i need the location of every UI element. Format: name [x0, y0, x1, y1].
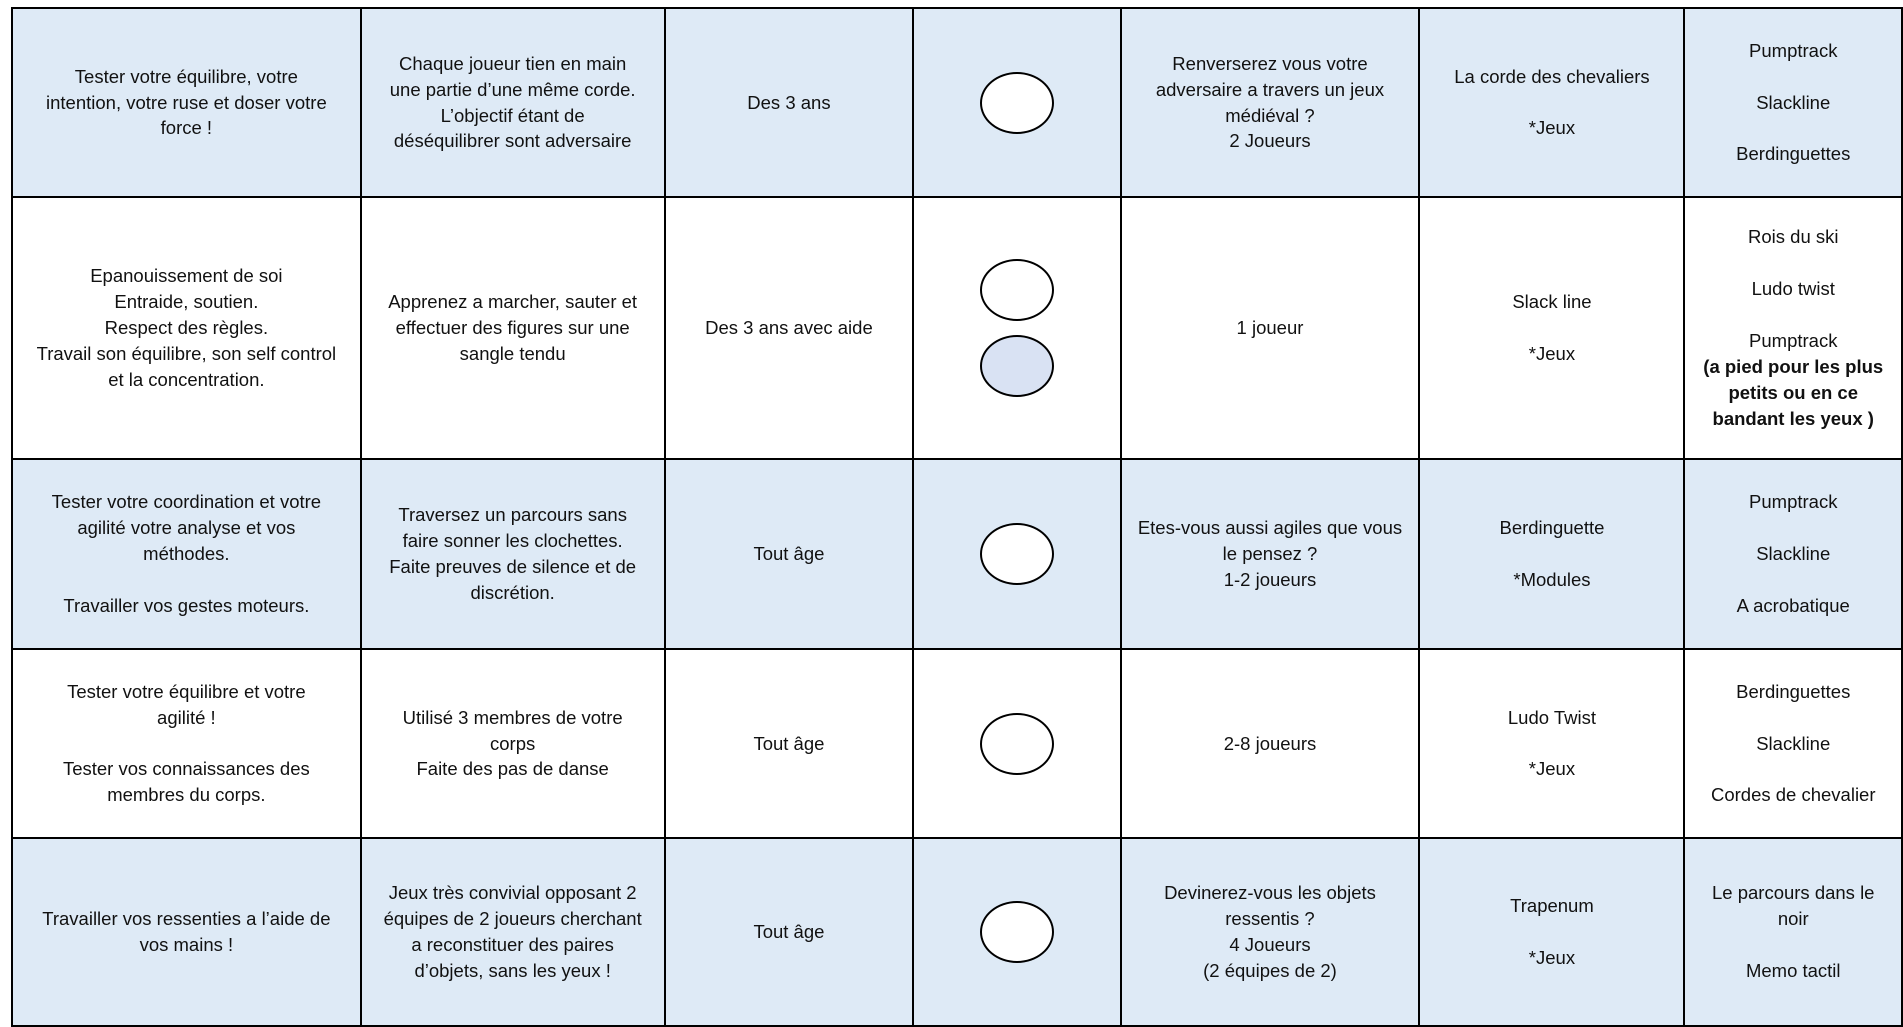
- goals-line: Entraide, soutien.: [114, 291, 259, 313]
- description-line: Chaque joueur tien en main: [399, 52, 627, 74]
- activity-cell: [1419, 459, 1684, 649]
- related-activities-cell: [1684, 649, 1902, 838]
- related-activity-line: Le parcours dans le: [1711, 882, 1875, 904]
- description-line: sangle tendu: [459, 342, 566, 364]
- activity-line: [1430, 315, 1673, 341]
- goals-line: Epanouissement de soi: [90, 265, 283, 287]
- related-activity-line: noir: [1777, 908, 1809, 930]
- goals-line: [23, 731, 350, 757]
- related-activities-cell: [1684, 459, 1902, 649]
- related-activity-line: [1695, 115, 1891, 141]
- related-activity-line: petits ou en ce: [1728, 381, 1858, 403]
- related-activity-line: Cordes de chevalier: [1710, 784, 1876, 806]
- description-line: une partie d’une même corde.: [389, 78, 636, 100]
- activity-line: Ludo Twist: [1507, 706, 1596, 728]
- related-activity-line: (a pied pour les plus: [1703, 355, 1884, 377]
- age-cell: [665, 197, 914, 459]
- goals-line: et la concentration.: [108, 368, 265, 390]
- challenge-line: ressentis ?: [1225, 908, 1315, 930]
- description-line: Faite preuves de silence et de: [389, 556, 637, 577]
- challenge-line: Renverserez vous votre: [1172, 52, 1368, 74]
- challenge-cell: [1121, 8, 1420, 197]
- goals-cell: [12, 197, 361, 459]
- age-cell: [665, 649, 914, 838]
- age-cell: [665, 459, 914, 649]
- related-activity-line: Slackline: [1756, 543, 1831, 565]
- description-line: déséquilibrer sont adversaire: [393, 130, 632, 152]
- age-line: Des 3 ans avec aide: [705, 317, 873, 339]
- activity-cell: [1419, 838, 1684, 1026]
- description-line: discrétion.: [470, 581, 555, 603]
- goals-line: [23, 567, 350, 593]
- related-activity-line: A acrobatique: [1736, 594, 1850, 616]
- activity-cell: [1419, 649, 1684, 838]
- related-activity-line: Slackline: [1756, 732, 1831, 754]
- empty-circle[interactable]: [980, 901, 1054, 963]
- goals-line: agilité votre analyse et vos: [77, 517, 296, 539]
- challenge-line: Etes-vous aussi agiles que vous: [1137, 517, 1403, 539]
- activity-line: [1430, 731, 1673, 757]
- activity-line: *Modules: [1513, 568, 1591, 590]
- description-line: Faite des pas de danse: [416, 758, 609, 780]
- goals-line: agilité !: [157, 706, 216, 728]
- empty-circle[interactable]: [980, 523, 1054, 585]
- description-line: effectuer des figures sur une: [395, 317, 630, 339]
- goals-line: Tester vos connaissances des: [62, 758, 310, 780]
- challenge-line: 4 Joueurs: [1229, 934, 1311, 955]
- age-line: Des 3 ans: [747, 91, 831, 113]
- table-row: [12, 649, 1902, 838]
- related-activity-line: [1695, 302, 1891, 328]
- table-row: [12, 197, 1902, 459]
- description-cell: [361, 649, 665, 838]
- table-body: [12, 8, 1902, 1026]
- challenge-cell: [1121, 197, 1420, 459]
- checkbox-cell: [913, 8, 1120, 197]
- empty-circle[interactable]: [980, 713, 1054, 775]
- activity-cell: [1419, 197, 1684, 459]
- related-activity-line: Slackline: [1756, 91, 1831, 113]
- goals-line: Travailler vos gestes moteurs.: [63, 594, 310, 616]
- description-line: a reconstituer des paires: [411, 934, 614, 955]
- goals-line: force !: [160, 117, 213, 139]
- activity-line: [1430, 919, 1673, 945]
- checkbox-cell: [913, 649, 1120, 838]
- activity-line: Trapenum: [1510, 895, 1594, 917]
- goals-line: Travail son équilibre, son self control: [36, 342, 337, 364]
- goals-line: méthodes.: [143, 543, 230, 565]
- checkbox-cell: [913, 459, 1120, 649]
- challenge-line: 1 joueur: [1236, 317, 1304, 339]
- activities-table: [11, 7, 1903, 1027]
- related-activity-line: [1695, 64, 1891, 90]
- goals-line: Respect des règles.: [104, 317, 269, 339]
- activity-line: La corde des chevaliers: [1454, 65, 1650, 87]
- goals-line: Tester votre équilibre et votre: [67, 680, 306, 702]
- description-line: d’objets, sans les yeux !: [414, 959, 611, 981]
- related-activity-line: Ludo twist: [1751, 278, 1835, 300]
- description-line: équipes de 2 joueurs cherchant: [383, 908, 642, 930]
- table-row: [12, 8, 1902, 197]
- goals-line: membres du corps.: [107, 784, 266, 806]
- related-activity-line: Rois du ski: [1748, 226, 1839, 248]
- related-activity-line: Pumptrack: [1749, 39, 1838, 61]
- description-cell: [361, 8, 665, 197]
- checked-circle[interactable]: [980, 335, 1054, 397]
- activity-line: Slack line: [1512, 291, 1592, 313]
- age-line: Tout âge: [753, 921, 825, 943]
- description-cell: [361, 838, 665, 1026]
- challenge-line: médiéval ?: [1225, 104, 1315, 126]
- related-activity-line: Berdinguettes: [1736, 143, 1851, 165]
- goals-line: Tester votre équilibre, votre: [74, 65, 298, 87]
- related-activity-line: Berdinguettes: [1736, 680, 1851, 702]
- challenge-line: 2 Joueurs: [1229, 130, 1311, 152]
- related-activities-cell: [1684, 8, 1902, 197]
- activity-line: *Jeux: [1528, 342, 1576, 364]
- description-line: corps: [490, 732, 536, 754]
- challenge-cell: [1121, 838, 1420, 1026]
- checkbox-cell: [913, 838, 1120, 1026]
- activity-line: *Jeux: [1528, 946, 1576, 968]
- table-row: [12, 838, 1902, 1026]
- related-activities-cell: [1684, 838, 1902, 1026]
- age-line: Tout âge: [753, 543, 825, 565]
- activity-line: *Jeux: [1528, 758, 1576, 780]
- activity-line: *Jeux: [1528, 117, 1576, 139]
- goals-line: intention, votre ruse et doser votre: [46, 91, 327, 113]
- challenge-cell: [1121, 459, 1420, 649]
- challenge-line: (2 équipes de 2): [1203, 959, 1337, 981]
- empty-circle[interactable]: [980, 259, 1054, 321]
- related-activity-line: Pumptrack: [1749, 491, 1838, 513]
- description-cell: [361, 197, 665, 459]
- description-line: Apprenez a marcher, sauter et: [388, 291, 638, 313]
- related-activity-line: [1695, 567, 1891, 593]
- goals-line: vos mains !: [139, 934, 234, 955]
- goals-cell: [12, 459, 361, 649]
- goals-cell: [12, 8, 361, 197]
- checkbox-cell: [913, 197, 1120, 459]
- related-activity-line: [1695, 250, 1891, 276]
- goals-cell: [12, 649, 361, 838]
- table-row: [12, 459, 1902, 649]
- description-line: Jeux très convivial opposant 2: [388, 882, 637, 904]
- challenge-cell: [1121, 649, 1420, 838]
- activity-line: Berdinguette: [1499, 517, 1605, 539]
- activity-line: [1430, 90, 1673, 116]
- challenge-line: adversaire a travers un jeux: [1155, 78, 1385, 100]
- goals-cell: [12, 838, 361, 1026]
- related-activity-line: [1695, 932, 1891, 958]
- empty-circle[interactable]: [980, 72, 1054, 134]
- age-line: Tout âge: [753, 732, 825, 754]
- age-cell: [665, 8, 914, 197]
- related-activity-line: Pumptrack: [1749, 330, 1838, 351]
- related-activity-line: bandant les yeux ): [1712, 407, 1874, 429]
- challenge-line: Devinerez-vous les objets: [1164, 882, 1376, 904]
- challenge-line: 2-8 joueurs: [1223, 732, 1317, 754]
- description-line: Utilisé 3 membres de votre: [402, 706, 623, 728]
- related-activity-line: [1695, 515, 1891, 541]
- goals-line: Travailler vos ressenties a l’aide de: [42, 908, 331, 930]
- challenge-line: 1-2 joueurs: [1223, 568, 1317, 590]
- challenge-line: le pensez ?: [1222, 543, 1318, 565]
- related-activity-line: [1695, 756, 1891, 782]
- description-line: faire sonner les clochettes.: [402, 530, 623, 552]
- related-activities-cell: [1684, 197, 1902, 459]
- age-cell: [665, 838, 914, 1026]
- goals-line: Tester votre coordination et votre: [51, 491, 322, 513]
- description-line: Traversez un parcours sans: [398, 504, 627, 526]
- description-line: L’objectif étant de: [440, 104, 585, 126]
- related-activity-line: Memo tactil: [1745, 959, 1841, 981]
- related-activity-line: [1695, 705, 1891, 731]
- activity-line: [1430, 541, 1673, 567]
- activity-cell: [1419, 8, 1684, 197]
- description-cell: [361, 459, 665, 649]
